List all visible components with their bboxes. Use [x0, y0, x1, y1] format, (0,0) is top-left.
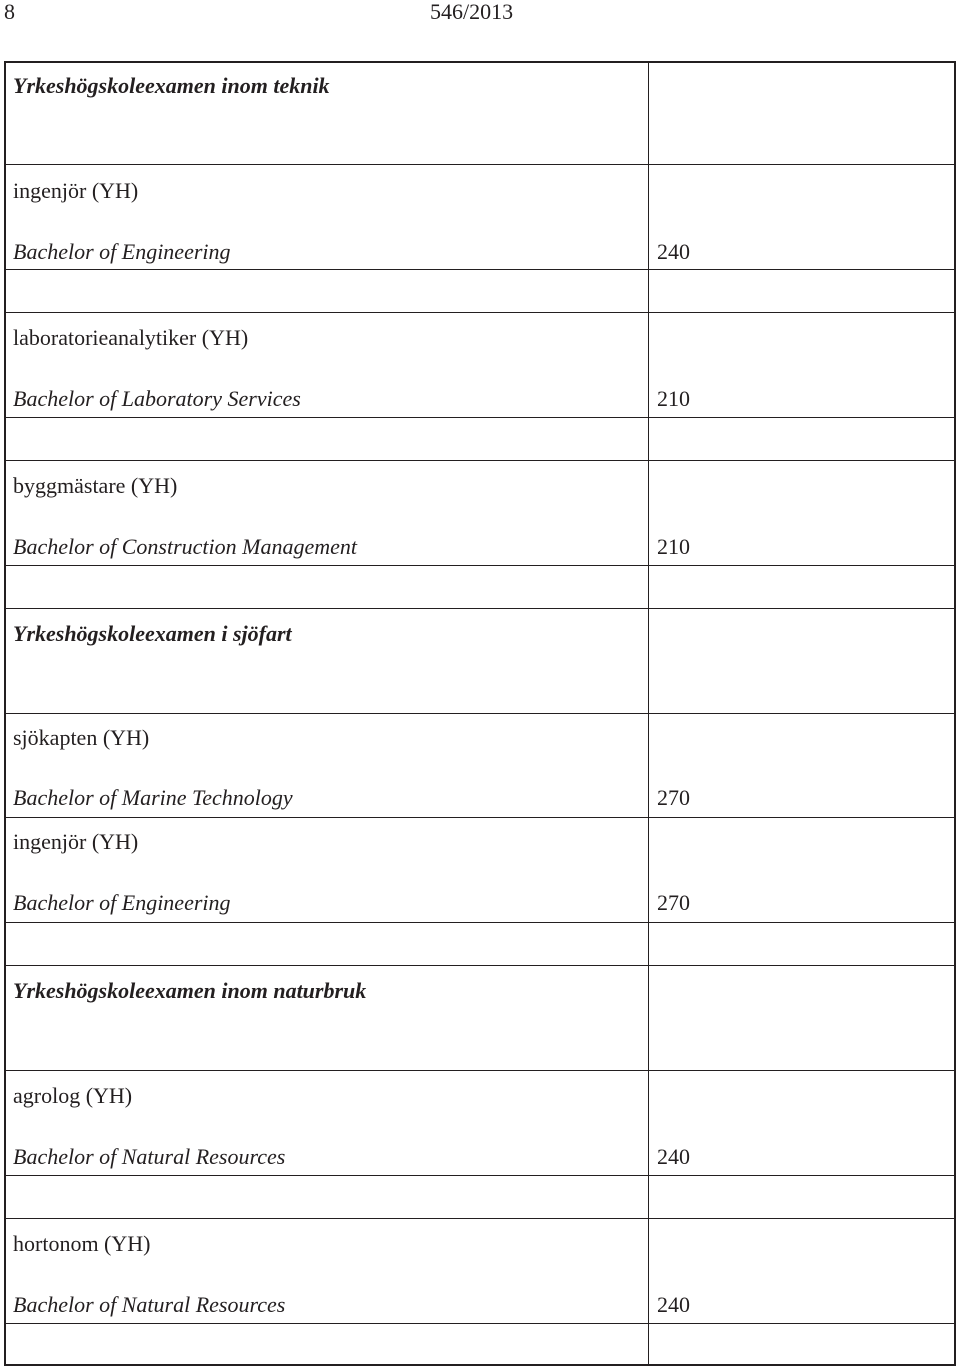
table-row-spacer	[6, 270, 954, 313]
table-row-degree	[6, 461, 954, 566]
table-cell	[649, 165, 954, 269]
credits-value: 270	[657, 785, 690, 810]
table-cell	[649, 818, 954, 922]
english-title: Bachelor of Engineering	[13, 239, 231, 264]
table-cell	[6, 63, 649, 164]
table-row-spacer	[6, 1176, 954, 1219]
table-row-heading	[6, 609, 954, 714]
table-cell	[649, 1176, 954, 1218]
table-cell	[649, 313, 954, 417]
table-row-degree	[6, 1219, 954, 1324]
table-row-spacer	[6, 566, 954, 609]
table-row-degree	[6, 1071, 954, 1176]
table-cell	[649, 566, 954, 608]
table-cell	[649, 966, 954, 1070]
swedish-title: ingenjör (YH)	[13, 178, 139, 203]
table-cell	[6, 165, 649, 269]
english-title: Bachelor of Construction Management	[13, 534, 358, 559]
table-row-spacer	[6, 1324, 954, 1364]
table-cell	[649, 270, 954, 312]
english-title: Bachelor of Marine Technology	[13, 785, 293, 810]
table-row-spacer	[6, 418, 954, 461]
section-heading: Yrkeshögskoleexamen inom teknik	[13, 73, 330, 98]
credits-value: 240	[657, 239, 690, 264]
swedish-title: hortonom (YH)	[13, 1231, 151, 1256]
table-cell	[6, 1324, 649, 1364]
table-cell	[6, 1071, 649, 1175]
table-cell	[6, 1219, 649, 1323]
table-cell	[6, 418, 649, 460]
table-cell	[649, 923, 954, 965]
table-cell	[6, 461, 649, 565]
page-number: 8	[4, 0, 15, 24]
table-cell	[649, 1219, 954, 1323]
table-row-spacer	[6, 923, 954, 966]
english-title: Bachelor of Engineering	[13, 890, 231, 915]
credits-value: 270	[657, 890, 690, 915]
table-cell	[649, 1324, 954, 1364]
table-row-degree	[6, 818, 954, 923]
english-title: Bachelor of Laboratory Services	[13, 386, 301, 411]
table-cell	[6, 1176, 649, 1218]
table-cell	[649, 714, 954, 817]
credits-value: 210	[657, 386, 690, 411]
table-row-degree	[6, 165, 954, 270]
section-heading: Yrkeshögskoleexamen i sjöfart	[13, 621, 292, 646]
credits-value: 240	[657, 1144, 690, 1169]
table-row-heading	[6, 63, 954, 165]
table-cell	[6, 270, 649, 312]
swedish-title: byggmästare (YH)	[13, 473, 178, 498]
table-cell	[649, 418, 954, 460]
table-row-heading	[6, 966, 954, 1071]
table-cell	[6, 923, 649, 965]
english-title: Bachelor of Natural Resources	[13, 1144, 286, 1169]
swedish-title: agrolog (YH)	[13, 1083, 133, 1108]
credits-value: 210	[657, 534, 690, 559]
table-cell	[6, 609, 649, 713]
table-cell	[6, 313, 649, 417]
english-title: Bachelor of Natural Resources	[13, 1292, 286, 1317]
table-cell	[6, 966, 649, 1070]
table-row-degree	[6, 714, 954, 818]
table-cell	[6, 566, 649, 608]
table-cell	[6, 714, 649, 817]
table-cell	[6, 818, 649, 922]
swedish-title: laboratorieanalytiker (YH)	[13, 325, 249, 350]
swedish-title: ingenjör (YH)	[13, 829, 139, 854]
table-row-degree	[6, 313, 954, 418]
credits-value: 240	[657, 1292, 690, 1317]
degree-table	[4, 61, 956, 1366]
document-reference: 546/2013	[430, 0, 514, 24]
table-cell	[649, 63, 954, 164]
table-cell	[649, 609, 954, 713]
swedish-title: sjökapten (YH)	[13, 725, 150, 750]
table-cell	[649, 461, 954, 565]
section-heading: Yrkeshögskoleexamen inom naturbruk	[13, 978, 367, 1003]
table-cell	[649, 1071, 954, 1175]
